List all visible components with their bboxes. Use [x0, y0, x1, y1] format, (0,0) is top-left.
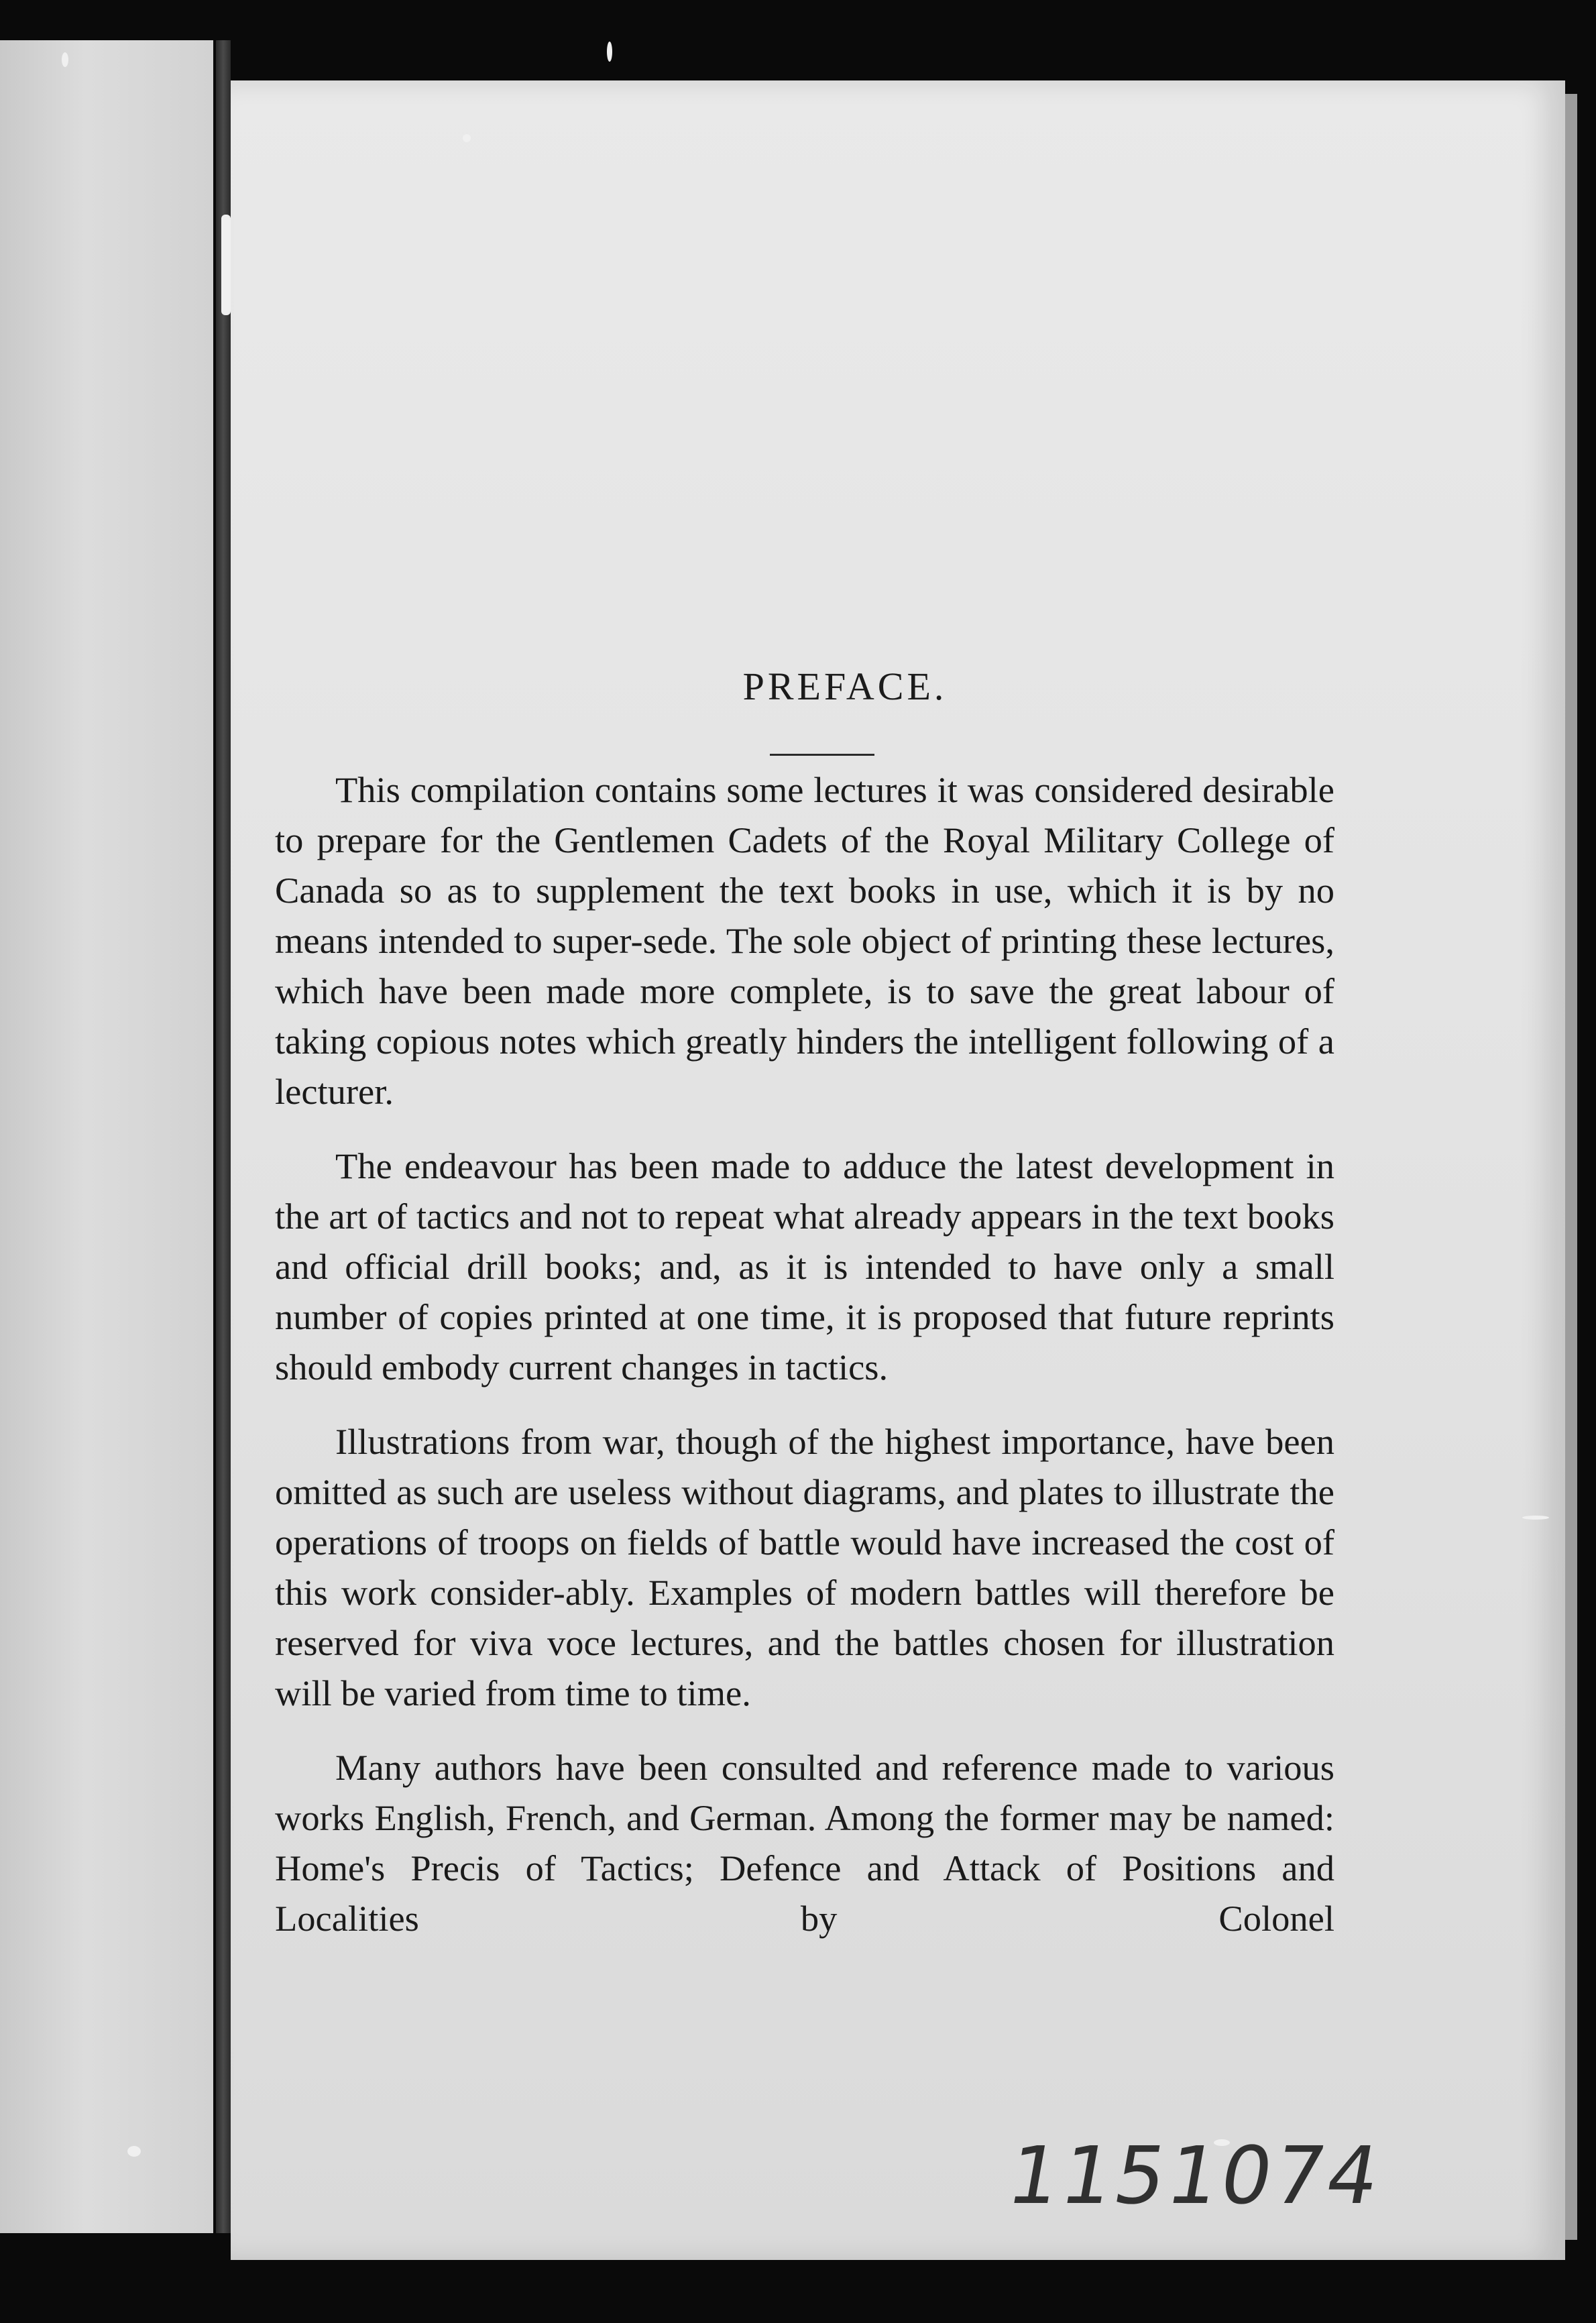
preface-paragraph: The endeavour has been made to adduce the latest development in the art of tactics and not to repeat what already appears in the text books and official drill books; and, as it is intended to have only a small number of copies printed at one time, it is proposed that future reprints should embody current changes in tactics. [275, 1145, 1334, 1387]
dust-speck [1522, 1516, 1549, 1520]
dust-speck [221, 215, 231, 315]
page-edge-shadow [1565, 94, 1577, 2240]
book-gutter [216, 40, 231, 2233]
dust-speck [62, 52, 68, 67]
dust-speck [127, 2146, 141, 2157]
title-divider [770, 754, 874, 756]
left-page-edge [0, 40, 213, 2233]
preface-paragraph: Illustrations from war, though of the highest importance, have been omitted as such are useless without diagrams, and plates to illustrate the operations of troops on fields of battle would have increased the cost of this work consider-ably. Examples of modern battles will therefore be reserved for viva voce lectures, and the battles chosen for illustration will be varied from time to time. [275, 1421, 1334, 1713]
page-title: PREFACE. [742, 665, 948, 708]
handwritten-catalog-number: 1151074 [1001, 2129, 1389, 2222]
preface-paragraph: This compilation contains some lectures it was considered desirable to prepare for the Gentlemen Cadets of the Royal Military College of Canada so as to supplement the text books in use, which it is by no means intended to super-sede. The sole object of printing these lectures, which have been made more complete, is to save the great labour of taking copious notes which greatly hinders the intelligent following of a lecturer. [275, 769, 1334, 1112]
preface-body [275, 764, 1334, 1968]
dust-speck [463, 134, 471, 142]
preface-paragraph: Many authors have been consulted and reference made to various works English, French, and German. Among the former may be named: Home's Precis of Tactics; Defence and Attack of Positions and Localities by Colonel [275, 1747, 1334, 1939]
dust-speck [607, 42, 612, 62]
